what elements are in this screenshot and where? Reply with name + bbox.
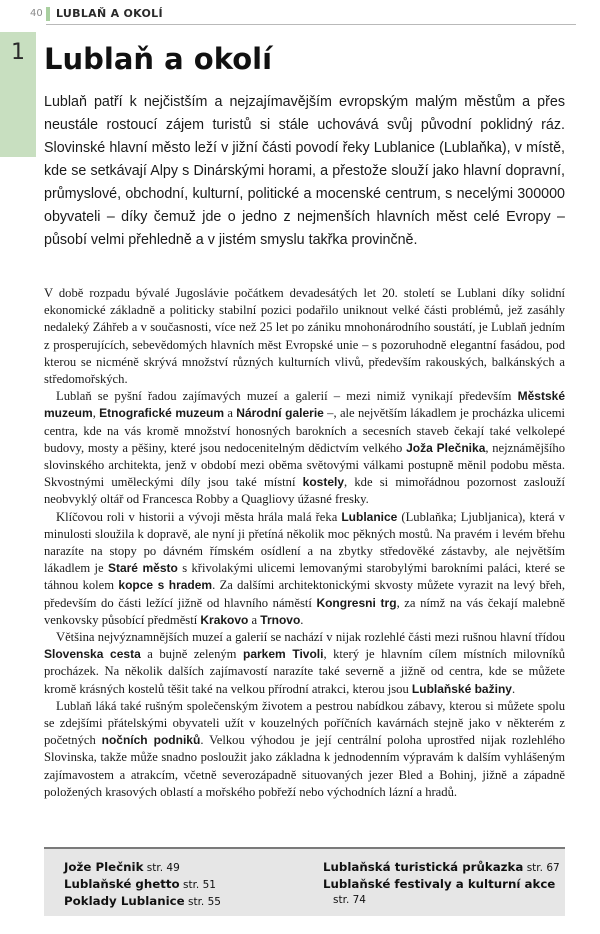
header-accent-bar [46,7,50,21]
highlighted-term: kopce s hradem [118,578,213,593]
page-number: 40 [30,8,43,19]
highlighted-term: parkem Tivoli [242,647,324,662]
cross-reference-page: str. 55 [184,896,221,908]
cross-reference-item [323,876,560,908]
cross-reference-page: str. 51 [179,879,216,891]
cross-reference-item [64,893,221,910]
highlighted-term: Národní galerie [236,406,324,421]
cross-reference-box [44,847,565,916]
running-header [0,0,600,26]
cross-reference-column-right [323,859,560,908]
cross-reference-title: Poklady Lublanice [64,894,185,908]
page-title: Lublaň a okolí [44,42,273,76]
highlighted-term: nočních podniků [101,733,201,748]
highlighted-term: Lublaňské bažiny [411,681,512,696]
cross-reference-title: Lublaňské ghetto [64,877,180,891]
highlighted-term: Etnografické muzeum [99,406,225,421]
highlighted-term: Lublanice [341,509,398,524]
highlighted-term: Kongresni trg [316,595,397,610]
highlighted-term: Staré město [107,561,178,576]
chapter-number: 1 [11,40,25,65]
cross-reference-page: str. 67 [523,862,560,874]
cross-reference-title: Lublaňské festivaly a kulturní akce [323,877,556,891]
body-paragraph: Lublaň se pyšní řadou zajímavých muzeí a galerií – mezi nimiž vynikají především Městské muzeum, Etnografické muzeum a Národní galerie –, ale největším lákadlem je procházka ulicemi centra, kde na vás kromě množství honosných barokních a secesních staveb čekají také velkolepé budovy, mosty a pěšiny, které jsou nedocenitelným dědictvím velkého Joža Plečnika, nejznámějšího slovinského architekta, jenž v období mezi oběma světovými válkami postupně měnil podobu města. Skvostnými uměleckými díly jsou také místní kostely, kde si mimořádnou pozornost zaslouží neobvyklý oltář od Francesca Robby a Quagliovy úžasné fresky. [44,389,566,507]
highlighted-term: kostely [302,475,345,490]
header-rule [46,24,576,25]
body-paragraph: V době rozpadu bývalé Jugoslávie počátkem devadesátých let 20. století se Lublani díky solidní ekonomické základně a politicky stabilní pozici podařilo uniknout velké části problémů, jež zasáhly nedaleký Záhřeb a v současnosti, více než 25 let po zániku mnohonárodního soustátí, je Lublaň jedním z prosperujících, sebevědomých hlavních měst Evropské unie – s pozoruhodně elegantní fasádou, pod kterou se nicméně skrývá množství různých kulturních vlivů, především rakouských, balkánských a středomořských. [44,286,565,387]
body-paragraph: Lublaň láká také rušným společenským životem a pestrou nabídkou zábavy, kterou si můžete spolu se zdejšími přátelskými obyvateli užít v kouzelných poříčních kavárnách stejně jako v některém z početných nočních podniků. Velkou výhodou je její centrální poloha uprostřed nijak rozlehlého Slovinska, takže může snadno posloužit jako základna k jednodenním výpravám k dalším vyhlášeným zajímavostem a atrakcím, včetně severozápadně situovaných jezer Bled a Bohinj, jižně a západně položených krasových oblastí a mořského pobřeží nebo východních lázní a hradů. [44,698,566,799]
cross-reference-item [64,859,221,876]
cross-reference-title: Lublaňská turistická průkazka [323,860,524,874]
body-paragraph: Klíčovou roli v historii a vývoji města hrála malá řeka Lublanice (Lublaňka; Ljubljanica), která v minulosti sloužila k dopravě, ale nyní ji přetíná několik moc pěkných mostů. Na pravém i levém břehu narazíte na stopy po dávném římském osídlení a na zbytky středověké zástavby, ale největším lákadlem je Staré město s křivolakými ulicemi lemovanými starobylými barokními paláci, které se táhnou kolem kopce s hradem. Za dalšími architektonickými skvosty můžete vyrazit na levý břeh, především do části ležící jižně od hlavního náměstí Kongresni trg, za nímž na vás čekají malebně venkovsky působící předměstí Krakovo a Trnovo. [44,509,566,627]
cross-reference-title: Jože Plečnik [64,860,144,874]
highlighted-term: Joža Plečnika [406,440,486,455]
cross-reference-page: str. 49 [143,862,180,874]
highlighted-term: Městské muzeum [44,389,565,421]
cross-reference-item [64,876,221,893]
highlighted-term: Slovenska cesta [44,647,141,662]
cross-reference-page: str. 74 [333,894,366,906]
highlighted-term: Trnovo [260,612,301,627]
running-title: LUBLAŇ A OKOLÍ [56,7,163,20]
chapter-tab [0,32,36,157]
body-paragraph: Většina nejvýznamnějších muzeí a galerií se nachází v nijak rozlehlé části mezi rušnou hlavní třídou Slovenska cesta a bujně zeleným parkem Tivoli, který je hlavním cílem místních milovníků procházek. Na několik dalších zajímavostí narazíte také severně a jižně od centra, kde se můžete kromě krásných kostelů těšit také na velkou přírodní atrakci, kterou jsou Lublaňské bažiny. [44,630,565,696]
cross-reference-column-left [64,859,221,910]
cross-reference-item [323,859,560,876]
lead-paragraph: Lublaň patří k nejčistším a nejzajímavějším evropským malým městům a přes neustále rostoucí zájem turistů si stále uchovává svůj původní poklidný ráz. Slovinské hlavní město leží v jižní části povodí řeky Lublanice (Lublaňka), v místě, kde se setkávají Alpy s Dinárskými horami, a přestože slouží jako hlavní dopravní, průmyslové, obchodní, kulturní, politické a mocenské centrum, s necelými 300000 obyvateli – díky čemuž jde o jedno z nejmenších hlavních měst celé Evropy – působí velmi přehledně a v jistém smyslu takřka provinčně. [44,94,565,248]
highlighted-term: Krakovo [200,612,249,627]
body-text [44,285,565,801]
